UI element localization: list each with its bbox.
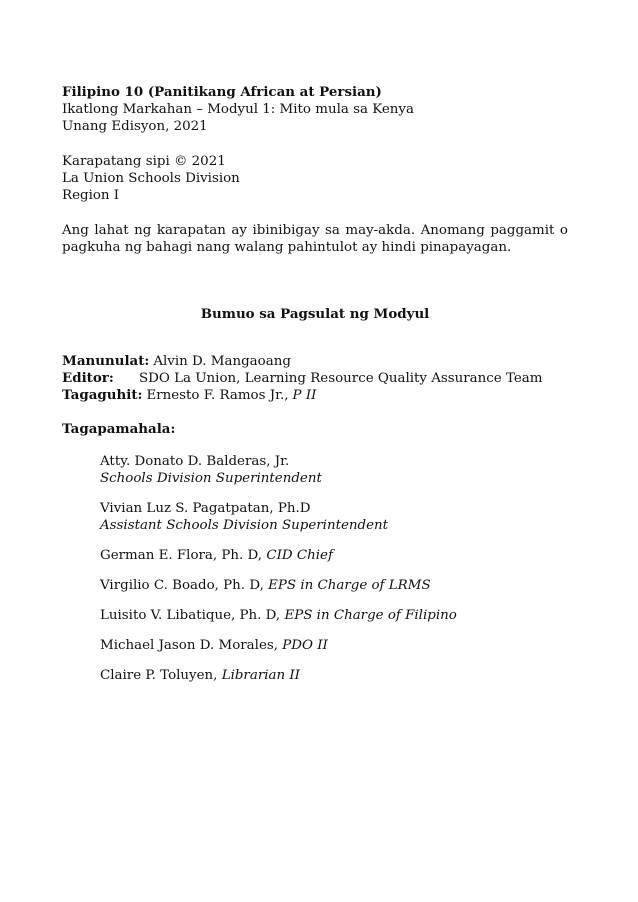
region-name: Region I <box>62 188 120 203</box>
credits-block <box>62 353 568 404</box>
list-item <box>100 547 568 564</box>
person-role: Schools Division Superintendent <box>100 471 322 486</box>
person-name: Atty. Donato D. Balderas, Jr. <box>100 454 290 469</box>
person-name: German E. Flora, Ph. D, <box>100 548 263 563</box>
list-item <box>100 577 568 594</box>
module-subtitle: Ikatlong Markahan – Modyul 1: Mito mula sa Kenya <box>62 102 414 117</box>
management-title: Tagapamahala: <box>62 421 176 437</box>
person-role: EPS in Charge of Filipino <box>284 608 457 623</box>
person-role: CID Chief <box>266 548 333 563</box>
writer-label: Manunulat: <box>62 353 150 369</box>
edition: Unang Edisyon, 2021 <box>62 119 208 134</box>
editor-value: SDO La Union, Learning Resource Quality Assurance Team <box>139 371 543 386</box>
person-name: Michael Jason D. Morales, <box>100 638 278 653</box>
writer-row <box>62 353 568 370</box>
editor-row <box>62 370 568 387</box>
person-name: Claire P. Toluyen, <box>100 668 218 683</box>
illustrator-role: P II <box>292 388 317 403</box>
person-role: Assistant Schools Division Superintendent <box>100 518 389 533</box>
module-title: Filipino 10 (Panitikang African at Persian) <box>62 84 382 100</box>
person-name: Virgilio C. Boado, Ph. D, <box>100 578 264 593</box>
rights-notice: Ang lahat ng karapatan ay ibinibigay sa may-akda. Anomang paggamit o pagkuha ng bahagi nang walang pahintulot ay hindi pinapayagan. <box>62 223 568 255</box>
division-name: La Union Schools Division <box>62 171 240 186</box>
list-item <box>100 667 568 684</box>
writer-value: Alvin D. Mangaoang <box>153 354 291 369</box>
person-name: Luisito V. Libatique, Ph. D, <box>100 608 281 623</box>
person-role: EPS in Charge of LRMS <box>268 578 431 593</box>
illustrator-label: Tagaguhit: <box>62 387 143 403</box>
list-item <box>100 500 568 534</box>
copyright-line: Karapatang sipi © 2021 <box>62 154 226 169</box>
management-list <box>100 453 568 684</box>
list-item <box>100 637 568 654</box>
illustrator-name: Ernesto F. Ramos Jr., <box>146 388 289 403</box>
person-name: Vivian Luz S. Pagatpatan, Ph.D <box>100 501 311 516</box>
list-item <box>100 453 568 487</box>
document-page <box>62 84 568 697</box>
person-role: Librarian II <box>221 668 300 683</box>
section-title: Bumuo sa Pagsulat ng Modyul <box>200 306 430 322</box>
person-role: PDO II <box>282 638 328 653</box>
list-item <box>100 607 568 624</box>
illustrator-row <box>62 387 568 404</box>
editor-label: Editor: <box>62 370 114 386</box>
